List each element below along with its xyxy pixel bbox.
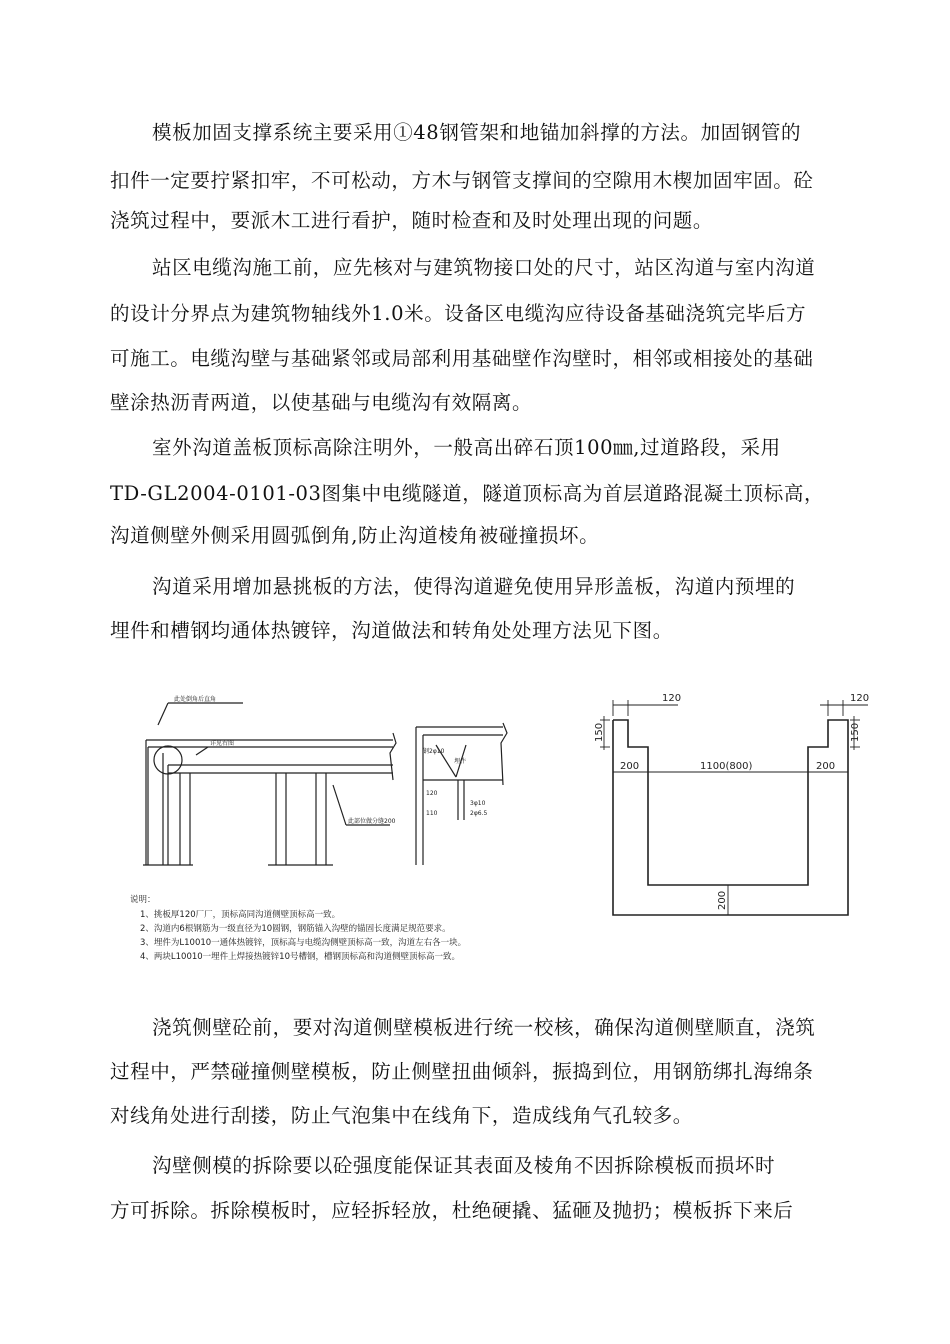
label-110: 110 <box>426 810 438 817</box>
dim-left-top: 120 <box>662 693 682 704</box>
cantilever-section-figure <box>118 685 568 970</box>
note-1: 1、挑板厚120厂厂，顶标高同沟道侧壁顶标高一致。 <box>140 910 341 920</box>
dim-right-top: 120 <box>850 693 870 704</box>
text-line: 沟壁侧模的拆除要以砼强度能保证其表面及棱角不因拆除模板而损坏时 <box>152 1154 776 1177</box>
note-3: 3、埋件为L10010一通体热镀锌，顶标高与电缆沟侧壁顶标高一致，沟道左右各一块。 <box>140 938 467 948</box>
notes-title: 说明： <box>130 895 156 905</box>
dim-inner-width: 1100(800) <box>700 761 753 772</box>
label-see-right: 详见右图 <box>210 740 235 747</box>
label-3phi10: 3φ10 <box>470 800 486 807</box>
label-joint: 此部位做分缝200 <box>348 818 396 825</box>
text-line: 埋件和槽钢均通体热镀锌，沟道做法和转角处处理方法见下图。 <box>110 619 673 642</box>
text-line: 沟道采用增加悬挑板的方法，使得沟道避免使用异形盖板，沟道内预埋的 <box>152 575 796 598</box>
text-line: 可施工。电缆沟壁与基础紧邻或局部利用基础壁作沟壁时，相邻或相接处的基础 <box>110 347 814 370</box>
text-line: 沟道侧壁外侧采用圆弧倒角,防止沟道棱角被碰撞损坏。 <box>110 524 600 547</box>
dim-bottom-200: 200 <box>717 890 728 910</box>
text-line: 的设计分界点为建筑物轴线外1.0米。设备区电缆沟应待设备基础浇筑完毕后方 <box>110 302 807 325</box>
text-line: 对线角处进行刮搂，防止气泡集中在线角下，造成线角气孔较多。 <box>110 1104 693 1127</box>
label-chamfer: 此处倒角后直角 <box>174 696 217 703</box>
note-2: 2、沟道内6根钢筋为一级直径为10圆钢，钢筋锚入沟壁的锚固长度满足规范要求。 <box>140 924 451 934</box>
dim-left-150: 150 <box>594 722 605 742</box>
dim-right-200: 200 <box>816 761 836 772</box>
text-line: 过程中，严禁碰撞侧壁模板，防止侧壁扭曲倾斜，振捣到位，用钢筋绑扎海绵条 <box>110 1060 814 1083</box>
label-2phi65: 2φ6.5 <box>470 810 488 817</box>
note-4: 4、两块L10010一埋件上焊接热镀锌10号槽钢，槽钢顶标高和沟道侧壁顶标高一致。 <box>140 952 461 962</box>
dim-left-200: 200 <box>620 761 640 772</box>
text-line: 扣件一定要拧紧扣牢，不可松动，方木与钢管支撑间的空隙用木楔加固牢固。砼 <box>110 169 814 192</box>
label-embed: 埋件 <box>454 758 467 765</box>
text-line: 站区电缆沟施工前，应先核对与建筑物接口处的尺寸，站区沟道与室内沟道 <box>152 256 816 279</box>
text-line: 浇筑侧壁砼前，要对沟道侧壁模板进行统一校核，确保沟道侧壁顺直，浇筑 <box>152 1016 816 1039</box>
label-120: 120 <box>426 790 438 797</box>
text-line: 浇筑过程中，要派木工进行看护，随时检查和及时处理出现的问题。 <box>110 209 714 232</box>
dim-right-150: 150 <box>850 722 861 742</box>
text-line: 模板加固支撑系统主要采用①48钢管架和地锚加斜撑的方法。加固钢管的 <box>152 121 802 144</box>
text-line: TD-GL2004-0101-03图集中电缆隧道，隧道顶标高为首层道路混凝土顶标高， <box>110 482 825 505</box>
trench-section-figure <box>588 680 878 925</box>
text-line: 壁涂热沥青两道，以使基础与电缆沟有效隔离。 <box>110 391 533 414</box>
text-line: 室外沟道盖板顶标高除注明外，一般高出碎石顶100㎜,过道路段，采用 <box>152 436 781 459</box>
text-line: 方可拆除。拆除模板时，应轻拆轻放，杜绝硬撬、猛砸及抛扔；模板拆下来后 <box>110 1199 794 1222</box>
label-rebar: 钢2φ10 <box>423 748 445 755</box>
